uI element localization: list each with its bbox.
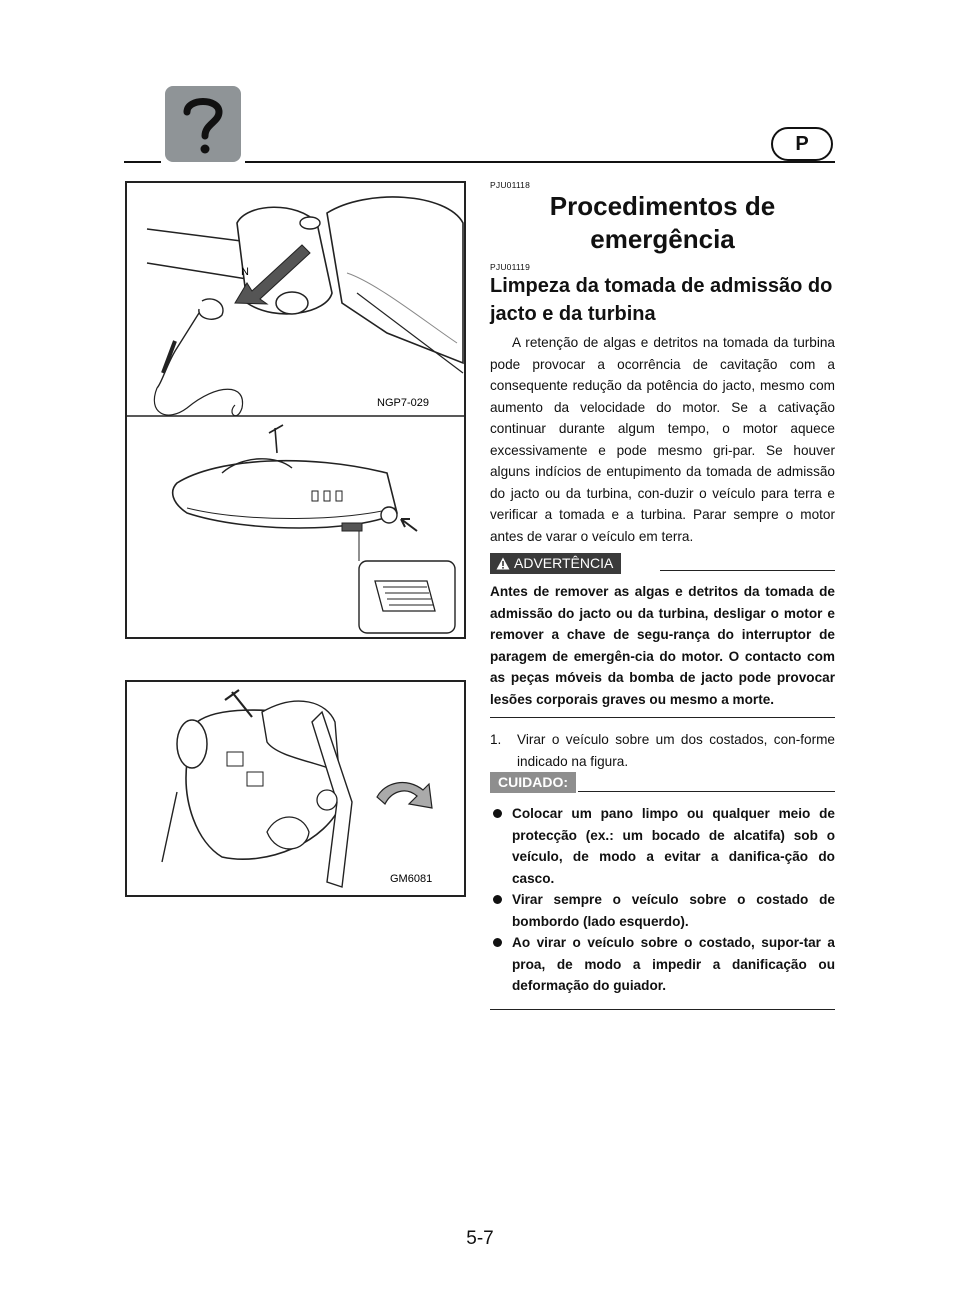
section-code-1: PJU01118 bbox=[490, 180, 531, 190]
section-subtitle: Limpeza da tomada de admissão do jacto e da turbina bbox=[490, 275, 833, 325]
bullet-icon bbox=[493, 809, 502, 818]
help-question-icon bbox=[165, 86, 241, 162]
warning-text: Antes de remover as algas e detritos da tomada de admissão do jacto ou da turbina, desligar o motor e remover a chave de segu-rança do interruptor de paragem de emergên-cia do motor. O contacto com as peças móveis da bomba de jacto pode provocar lesões corporais graves ou mesmo a morte. bbox=[490, 584, 835, 707]
caution-item-3: Ao virar o veículo sobre o costado, supor-tar a proa, de modo a impedir a danificação ou deformação do guiador. bbox=[490, 932, 835, 997]
figure-lanyard-intake-drawing bbox=[127, 183, 464, 637]
header-rule-right bbox=[245, 161, 835, 163]
page-title: Procedimentos de emergência bbox=[549, 191, 776, 254]
intro-paragraph: A retenção de algas e detritos na tomada da turbina pode provocar a ocorrência de cavitação com a consequente redução da potência do jacto, mesmo com aumento da velocidade do motor. Se a cativação continuar durante algum tempo, o motor aquece excessivamente e pode mesmo gri-par. Se houver alguns indícios de entupimento da tomada de admissão do jacto ou da turbina, con-duzir o veículo para terra e verificar a tomada e a turbina. Parar sempre o motor antes de varar o veículo em terra. bbox=[490, 335, 835, 544]
bullet-icon bbox=[493, 938, 502, 947]
step-1-number: 1. bbox=[490, 732, 502, 747]
warning-rule-top bbox=[660, 570, 835, 571]
warning-badge bbox=[490, 553, 621, 574]
step-1 bbox=[490, 729, 835, 772]
figure-craft-on-side-drawing bbox=[127, 682, 464, 895]
section-code-2: PJU01119 bbox=[490, 262, 531, 272]
caution-rule-bottom bbox=[490, 1009, 835, 1010]
caution-item-2: Virar sempre o veículo sobre o costado de bombordo (lado esquerdo). bbox=[490, 889, 835, 932]
page-number: 5-7 bbox=[466, 1228, 494, 1249]
caution-rule-top bbox=[578, 791, 835, 792]
figure-bottom-label: GM6081 bbox=[390, 873, 433, 885]
figure-lanyard-intake bbox=[125, 181, 466, 639]
caution-badge: CUIDADO: bbox=[490, 772, 576, 793]
svg-text:N: N bbox=[241, 266, 249, 278]
bullet-icon bbox=[493, 895, 502, 904]
warning-rule-bottom bbox=[490, 717, 835, 718]
question-mark-icon bbox=[175, 92, 231, 156]
warning-triangle-icon bbox=[496, 557, 510, 570]
figure-craft-on-side bbox=[125, 680, 466, 897]
step-1-text: Virar o veículo sobre um dos costados, con-forme indicado na figura. bbox=[517, 732, 835, 769]
language-badge: P bbox=[771, 127, 833, 161]
warning-label: ADVERTÊNCIA bbox=[514, 555, 614, 571]
figure-top-label: NGP7-029 bbox=[377, 397, 429, 409]
header-rule-left bbox=[124, 161, 161, 163]
caution-item-1: Colocar um pano limpo ou qualquer meio de protecção (ex.: um bocado de alcatifa) sob o veículo, de modo a evitar a danifica-ção do casco. bbox=[490, 803, 835, 889]
